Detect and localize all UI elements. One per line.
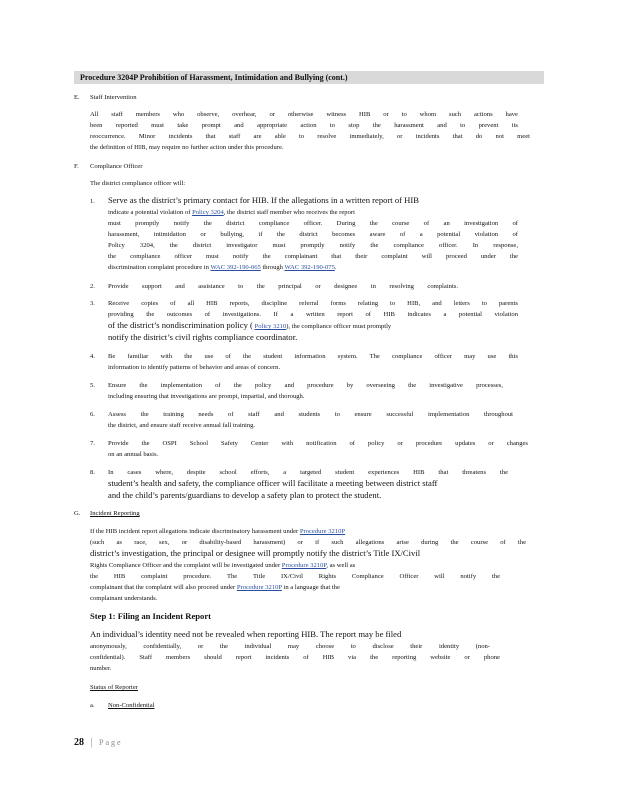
item-6-line-1: Assess the training needs of staff and students to ensure successful implementation throughout xyxy=(108,411,513,418)
section-g-p1-line-2: (such as race, sex, or disability-based harassment) or if such allegations arise during the course of the xyxy=(90,539,526,546)
item-8-number: 8. xyxy=(90,469,95,476)
procedure-3210p-link-1[interactable]: Procedure 3210P xyxy=(299,528,346,535)
section-g-p1-line-1: If the HIB incident report allegations indicate discriminatory harassment under Procedure 3210P xyxy=(90,528,346,535)
item-3-number: 3. xyxy=(90,300,95,307)
section-g-p1-line-4: Rights Compliance Officer and the complaint will be investigated under Procedure 3210P, as well as xyxy=(90,562,356,569)
item-6-line-2: the district, and ensure staff receive annual fall training. xyxy=(108,422,256,429)
item-1-number: 1. xyxy=(90,198,95,205)
item-1-line-4: harassment, intimidation or bullying, if the district becomes aware of a potential violation of xyxy=(108,231,518,238)
item-4-line-1: Be familiar with the use of the student information system. The compliance officer may use this xyxy=(108,353,518,360)
section-e-line-2: been reported must take prompt and appropriate action to stop the harassment and to prevent its xyxy=(90,122,518,129)
section-f-marker: F. xyxy=(74,163,79,170)
item-7-line-2: on an annual basis. xyxy=(108,451,159,458)
item-7-line-1: Provide the OSPI School Safety Center with notification of policy or procedure updates or changes xyxy=(108,440,528,447)
item-5-line-1: Ensure the implementation of the policy and procedure by overseeing the investigative processes, xyxy=(108,382,503,389)
page-footer xyxy=(74,737,123,748)
section-e-heading: Staff Intervention xyxy=(90,94,137,101)
item-1-line-7: discrimination complaint procedure in WAC 392-190-065 through WAC 392-190-075. xyxy=(108,264,337,271)
item-1-line-6: the compliance officer must notify the complainant that their complaint will proceed under the xyxy=(108,253,518,260)
item-5-line-2: including ensuring that investigations are prompt, impartial, and thorough. xyxy=(108,393,305,400)
item-4-number: 4. xyxy=(90,353,95,360)
section-e-line-4: the definition of HIB, may require no further action under this procedure. xyxy=(90,144,284,151)
section-e-marker: E. xyxy=(74,94,80,101)
section-e-line-3: reoccurrence. Minor incidents that staff are able to resolve immediately, or incidents that do not meet xyxy=(90,133,530,140)
item-7-number: 7. xyxy=(90,440,95,447)
section-g-p2-line-1: An individual’s identity need not be revealed when reporting HIB. The report may be filed xyxy=(90,629,402,639)
section-g-p2-line-4: number. xyxy=(90,665,112,672)
wac-392-190-065-link[interactable]: WAC 392-190-065 xyxy=(210,264,261,271)
section-g-p2-line-2: anonymously, confidentially, or the individual may choose to disclose their identity (non- xyxy=(90,643,490,650)
item-8-line-3: and the child’s parents/guardians to develop a safety plan to protect the student. xyxy=(108,490,382,500)
item-3-line-2: providing the outcomes of investigations. If a written report of HIB indicates a potential violation xyxy=(108,311,518,318)
status-item-non-confidential: Non-Confidential xyxy=(108,702,155,709)
item-8-line-1: In cases where, despite school efforts, a targeted student experiences HIB that threatens the xyxy=(108,469,508,476)
wac-392-190-075-link[interactable]: WAC 392-190-075 xyxy=(284,264,335,271)
page-header-bar xyxy=(74,71,544,84)
step-1-heading: Step 1: Filing an Incident Report xyxy=(90,611,212,621)
item-4-line-2: information to identify patterns of behavior and areas of concern. xyxy=(108,364,281,371)
section-g-p1-line-6: complainant that the complaint will also proceed under Procedure 3210P in a language that the xyxy=(90,584,340,591)
header-title: Procedure 3204P Prohibition of Harassment, Intimidation and Bullying (cont.) xyxy=(80,73,348,82)
item-2-number: 2. xyxy=(90,283,95,290)
item-1-line-1: Serve as the district’s primary contact for HIB. If the allegations in a written report of HIB xyxy=(108,195,419,205)
section-g-p1-line-5: the HIB complaint procedure. The Title IX/Civil Rights Compliance Officer will notify the xyxy=(90,573,500,580)
footer-separator: | xyxy=(90,737,93,748)
item-1-line-2: indicate a potential violation of Policy 3204, the district staff member who receives the report xyxy=(108,209,355,216)
item-5-number: 5. xyxy=(90,382,95,389)
section-g-heading: Incident Reporting xyxy=(90,510,140,517)
section-g-p2-line-3: confidential). Staff members should report incidents of HIB via the reporting website or phone xyxy=(90,654,500,661)
item-1-line-3: must promptly notify the district compliance officer. During the course of an investigation of xyxy=(108,220,518,227)
policy-3204-link[interactable]: Policy 3204 xyxy=(192,209,224,216)
section-e-line-1: All staff members who observe, overhear, or otherwise witness HIB or to whom such actions have xyxy=(90,111,518,118)
policy-3210-link[interactable]: Policy 3210 xyxy=(254,323,287,330)
page-number: 28 xyxy=(74,737,84,748)
section-g-p1-line-3: district’s investigation, the principal or designee will promptly notify the district’s Title IX/Civil xyxy=(90,548,421,558)
item-2-text: Provide support and assistance to the principal or designee in resolving complaints. xyxy=(108,283,458,290)
section-f-heading: Compliance Officer xyxy=(90,163,143,170)
status-item-marker: a. xyxy=(90,702,95,709)
item-3-line-4: notify the district’s civil rights compliance coordinator. xyxy=(108,332,298,342)
page-label: Page xyxy=(99,738,123,747)
item-8-line-2: student’s health and safety, the compliance officer will facilitate a meeting between district staff xyxy=(108,478,438,488)
item-6-number: 6. xyxy=(90,411,95,418)
item-3-line-1: Receive copies of all HIB reports, discipline referral forms relating to HIB, and letters to parents xyxy=(108,300,518,307)
section-f-intro: The district compliance officer will: xyxy=(90,180,186,187)
section-g-p1-line-7: complainant understands. xyxy=(90,595,158,602)
procedure-3210p-link-2[interactable]: Procedure 3210P xyxy=(281,562,327,569)
item-3-line-3: of the district’s nondiscrimination policy ( Policy 3210), the compliance officer must promptly xyxy=(108,320,392,330)
section-g-marker: G. xyxy=(74,510,81,517)
status-of-reporter-heading: Status of Reporter xyxy=(90,684,138,691)
item-1-line-5: Policy 3204, the district investigator must promptly notify the compliance officer. In response, xyxy=(108,242,518,249)
procedure-3210p-link-3[interactable]: Procedure 3210P xyxy=(236,584,282,591)
